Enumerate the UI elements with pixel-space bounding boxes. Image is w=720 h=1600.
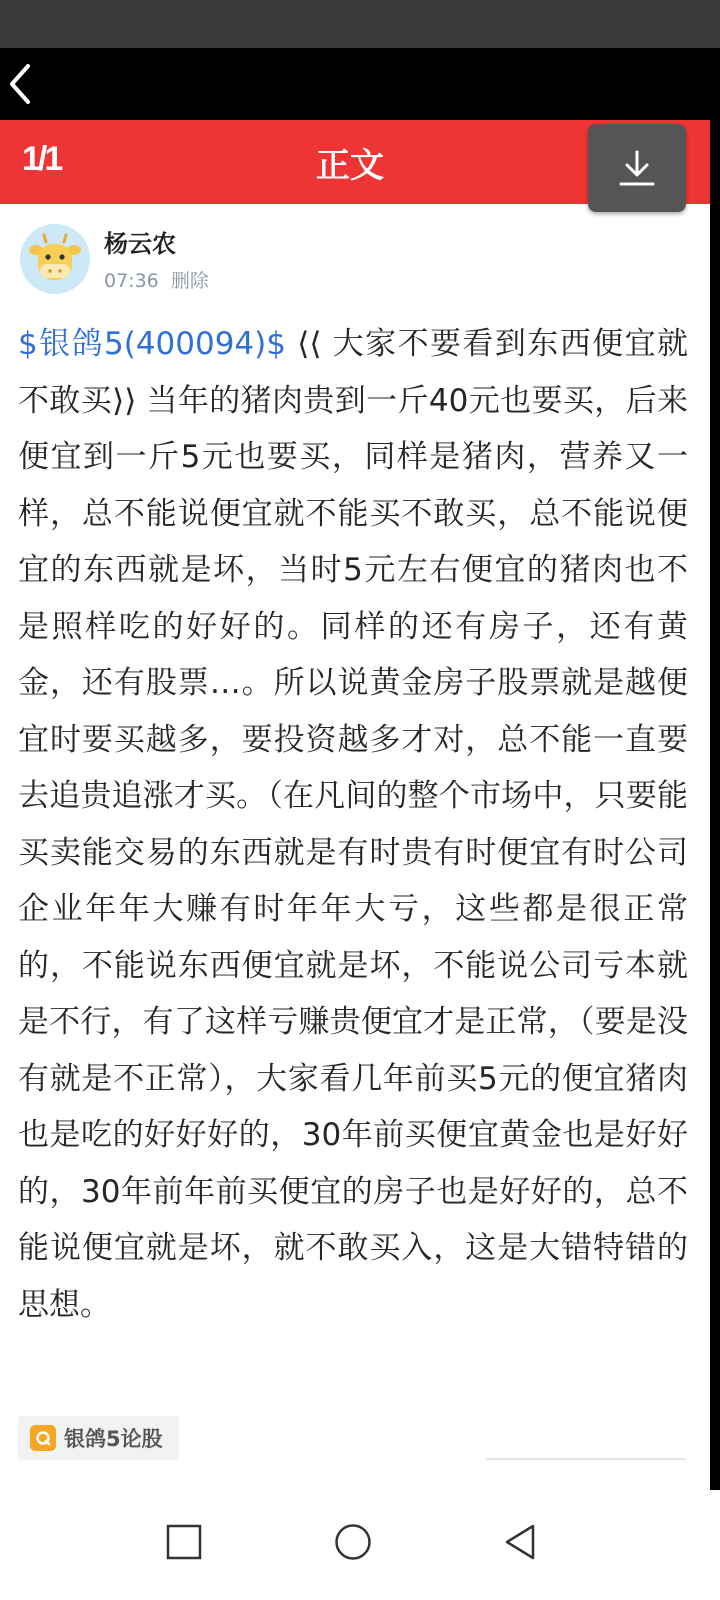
home-button[interactable] bbox=[323, 1512, 383, 1572]
download-icon bbox=[615, 146, 659, 190]
post-screenshot bbox=[0, 120, 710, 1490]
post-text: ⟨⟨ 大家不要看到东西便宜就不敢买⟩⟩ 当年的猪肉贵到一斤40元也要买，后来便宜到一斤5元也要买，同样是猪肉，营养又一样，总不能说便宜就不能买不敢买，总不能说便宜的东西就是坏，当时5元左右便宜的猪肉也不是照样吃的好好的。同样的还有房子，还有黄金，还有股票…。所以说黄金房子股票就是越便宜时要买越多，要投资越多才对，总不能一直要去追贵追涨才买。（在凡间的整个市场中，只要能买卖能交易的东西就是有时贵有时便宜有时公司企业年年大赚有时年年大亏，这些都是很正常的，不能说东西便宜就是坏，不能说公司亏本就是不行，有了这样亏赚贵便宜才是正常，（要是没有就是不正常），大家看几年前买5元的便宜猪肉也是吃的好好好的，30年前买便宜黄金也是好好的，30年前年前买便宜的房子也是好好的，总不能说便宜就是坏，就不敢买入，这是大错特错的思想。 bbox=[18, 326, 688, 1323]
avatar[interactable] bbox=[20, 224, 90, 294]
topic-label: 银鸽5论股 bbox=[64, 1427, 163, 1451]
chevron-left-icon bbox=[8, 62, 32, 106]
page-title: 正文 bbox=[316, 145, 384, 186]
page-indicator: 1/1 bbox=[22, 140, 61, 178]
post-body bbox=[18, 316, 688, 1333]
topic-icon bbox=[30, 1425, 56, 1451]
app-header bbox=[0, 120, 710, 204]
recents-button[interactable] bbox=[154, 1512, 214, 1572]
author-name[interactable]: 杨云农 bbox=[104, 230, 176, 258]
triangle-back-icon bbox=[503, 1523, 537, 1561]
post-meta bbox=[104, 266, 209, 293]
delete-link[interactable]: 删除 bbox=[170, 270, 209, 292]
back-nav-button[interactable] bbox=[490, 1512, 550, 1572]
system-nav-bar bbox=[0, 1490, 720, 1600]
topic-tag[interactable] bbox=[18, 1416, 179, 1460]
status-bar bbox=[0, 0, 720, 48]
divider bbox=[486, 1458, 686, 1460]
download-button[interactable] bbox=[588, 124, 686, 212]
stock-tag-link[interactable]: $银鸽5(400094)$ bbox=[18, 326, 286, 362]
post-time: 07:36 bbox=[104, 270, 159, 292]
square-icon bbox=[166, 1524, 202, 1560]
circle-icon bbox=[334, 1523, 372, 1561]
screenshot-viewer bbox=[0, 120, 720, 1490]
cow-avatar-icon bbox=[20, 224, 90, 294]
image-viewer-toolbar bbox=[0, 48, 720, 120]
back-button[interactable] bbox=[0, 48, 40, 120]
